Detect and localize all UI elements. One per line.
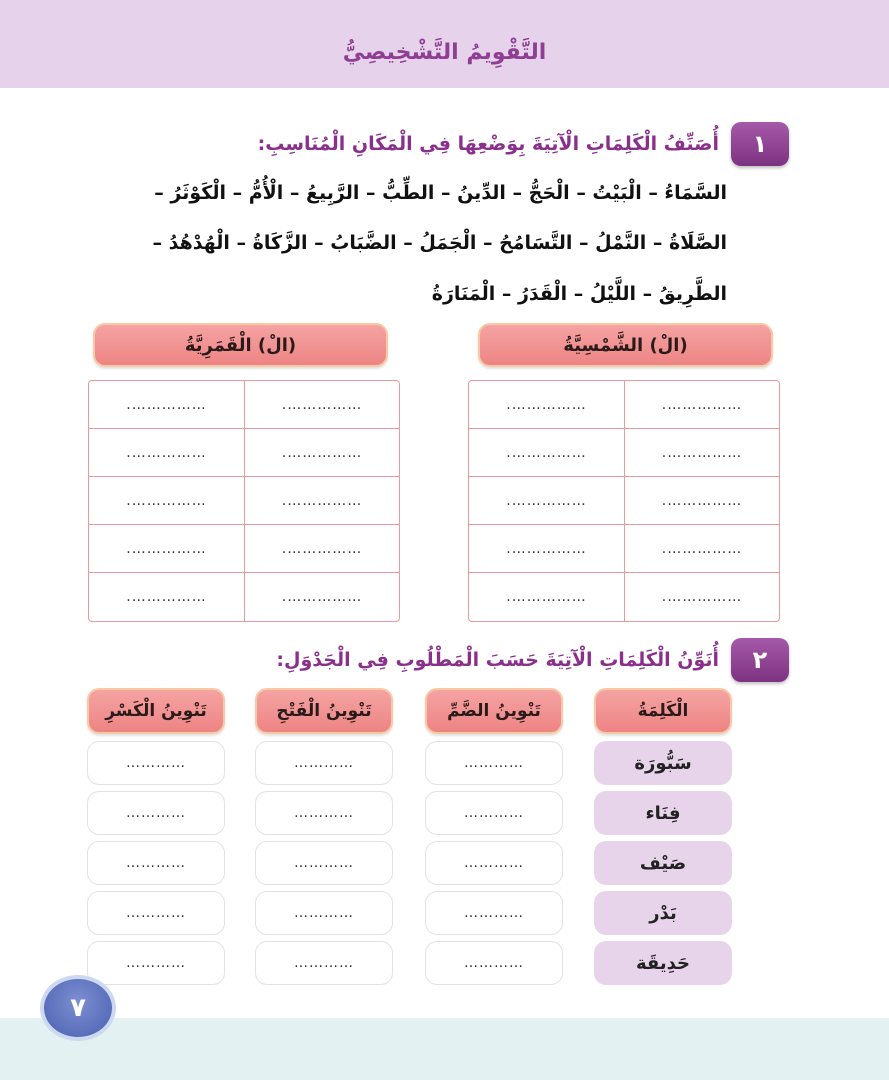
kasr-answer-cell[interactable]: ………… [87,891,225,935]
shamsiya-answer-cell[interactable]: ……………. [624,429,779,477]
qamariya-answer-cell[interactable]: ……………. [244,477,399,525]
shamsiya-answer-cell[interactable]: ……………. [624,525,779,573]
word-cell: حَدِيقَة [594,941,732,985]
kasr-answer-cell[interactable]: ………… [87,841,225,885]
fath-answer-cell[interactable]: ………… [255,791,393,835]
word-line-1: السَّمَاءُ – الْبَيْتُ – الْحَجُّ – الدِّينُ – الطِّبُّ – الرَّبِيعُ – الْأُمُّ – الْكَوْثَرُ – [154,182,727,204]
qamariya-answer-cell[interactable]: ……………. [89,477,244,525]
shamsiya-answer-cell[interactable]: ……………. [469,429,624,477]
damm-answer-cell[interactable]: ………… [425,941,563,985]
qamariya-answer-cell[interactable]: ……………. [244,429,399,477]
shamsiya-answer-cell[interactable]: ……………. [469,525,624,573]
shamsiya-answer-cell[interactable]: ……………. [624,573,779,621]
damm-answer-cell[interactable]: ………… [425,891,563,935]
qamariya-answer-cell[interactable]: ……………. [126,589,207,605]
kasr-answer-cell[interactable]: ………… [87,941,225,985]
qamariya-answer-cell[interactable]: ……………. [244,381,399,429]
header-kasr: تَنْوِينُ الْكَسْرِ [87,688,225,734]
shamsiya-answer-cell[interactable]: ……………. [624,381,779,429]
fath-answer-cell[interactable]: ………… [255,941,393,985]
page-number: ٧ [40,975,116,1041]
qamariya-label: (الْ) الْقَمَرِيَّةُ [93,323,388,367]
word-cell: صَيْف [594,841,732,885]
qamariya-answer-cell[interactable]: ……………. [244,573,399,621]
page-title: التَّقْوِيمُ التَّشْخِيصِيُّ [342,40,547,65]
word-cell: فِنَاء [594,791,732,835]
kasr-answer-cell[interactable]: ………… [87,791,225,835]
question-2-number: ٢ [731,638,789,682]
damm-answer-cell[interactable]: ………… [425,841,563,885]
question-2-heading [276,638,789,682]
qamariya-answer-cell[interactable]: ……………. [89,381,244,429]
shamsiya-answer-cell[interactable]: ……………. [469,381,624,429]
qamariya-answer-cell[interactable]: ……………. [89,429,244,477]
shamsiya-label: (الْ) الشَّمْسِيَّةُ [478,323,773,367]
fath-answer-cell[interactable]: ………… [255,741,393,785]
qamariya-table [88,380,400,622]
header-word: الْكَلِمَةُ [594,688,732,734]
word-line-2: الصَّلَاةُ – النَّمْلُ – التَّسَامُحُ – الْجَمَلُ – الضَّبَابُ – الزَّكَاةُ – الْهُدْهُدُ – [152,232,727,254]
word-line-3: الطَّرِيقُ – اللَّيْلُ – الْقَدَرُ – الْمَنَارَةُ [431,283,727,305]
qamariya-answer-cell[interactable]: ……………. [89,525,244,573]
shamsiya-answer-cell[interactable]: ……………. [624,477,779,525]
shamsiya-answer-cell[interactable]: ……………. [469,477,624,525]
question-1-text: أُصَنِّفُ الْكَلِمَاتِ الْآتِيَةَ بِوَضْعِهَا فِي الْمَكَانِ الْمُنَاسِبِ: [257,133,719,155]
question-2-text: أُنَوِّنُ الْكَلِمَاتِ الْآتِيَةَ حَسَبَ الْمَطْلُوبِ فِي الْجَدْوَلِ: [276,649,719,671]
word-cell: سَبُّورَة [594,741,732,785]
question-1-number: ١ [731,122,789,166]
kasr-answer-cell[interactable]: ………… [87,741,225,785]
damm-answer-cell[interactable]: ………… [425,791,563,835]
qamariya-answer-cell[interactable]: ……………. [244,525,399,573]
header-damm: تَنْوِينُ الضَّمِّ [425,688,563,734]
fath-answer-cell[interactable]: ………… [255,841,393,885]
damm-answer-cell[interactable]: ………… [425,741,563,785]
shamsiya-table [468,380,780,622]
header-fath: تَنْوِينُ الْفَتْحِ [255,688,393,734]
word-cell: بَدْر [594,891,732,935]
shamsiya-answer-cell[interactable]: ……………. [506,589,587,605]
fath-answer-cell[interactable]: ………… [255,891,393,935]
footer-band [0,1018,889,1080]
question-1-heading [258,122,789,166]
